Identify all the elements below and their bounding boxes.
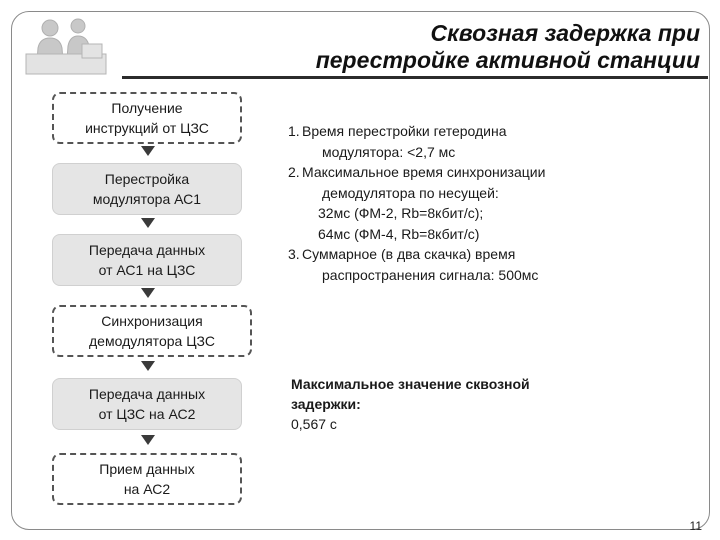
summary-value: 0,567 с bbox=[291, 416, 337, 432]
down-arrow-icon bbox=[140, 287, 156, 299]
list-item-text: распространения сигнала: 500мс bbox=[322, 266, 539, 283]
list-item-subvalue: 32мс (ФМ-2, Rb=8кбит/с); bbox=[318, 205, 484, 221]
title-line-1: Сквозная задержка при bbox=[430, 20, 700, 46]
list-item-number: 3. bbox=[288, 246, 300, 262]
max-delay-summary bbox=[291, 374, 591, 434]
slide-title bbox=[220, 20, 700, 74]
list-item-subvalue: 64мс (ФМ-4, Rb=8кбит/с) bbox=[318, 225, 480, 242]
flow-step-label: Прием данных на АС2 bbox=[99, 461, 195, 497]
down-arrow-icon bbox=[140, 145, 156, 157]
title-divider bbox=[122, 76, 708, 79]
flow-step-transmit-as1-to-czs bbox=[52, 234, 242, 286]
down-arrow-icon bbox=[140, 434, 156, 446]
list-item bbox=[268, 162, 688, 244]
flow-step-label: Передача данных от АС1 на ЦЗС bbox=[88, 242, 206, 278]
list-item-text: Суммарное (в два скачка) время bbox=[302, 246, 516, 262]
list-item-number: 1. bbox=[288, 123, 300, 139]
list-item-text: демодулятора по несущей: bbox=[322, 184, 499, 201]
flow-step-label: Перестройка модулятора АС1 bbox=[92, 171, 202, 207]
flow-step-receive-as2 bbox=[52, 453, 242, 505]
flow-step-label: Синхронизация демодулятора ЦЗС bbox=[89, 313, 215, 349]
delay-components-list bbox=[268, 121, 688, 285]
list-item-text: Время перестройки гетеродина bbox=[302, 123, 507, 139]
flow-step-label: Передача данных от ЦЗС на АС2 bbox=[88, 386, 206, 422]
flow-step-receive-instructions bbox=[52, 92, 242, 144]
summary-heading: Максимальное значение сквозной bbox=[291, 376, 530, 392]
list-item-number: 2. bbox=[288, 164, 300, 180]
people-logo-icon bbox=[20, 14, 112, 76]
flow-step-label: Получение инструкций от ЦЗС bbox=[85, 100, 209, 136]
title-line-2: перестройке активной станции bbox=[315, 47, 700, 73]
list-item-text: модулятора: <2,7 мс bbox=[322, 143, 456, 160]
list-item bbox=[268, 244, 688, 285]
flow-step-transmit-czs-to-as2 bbox=[52, 378, 242, 430]
list-item bbox=[268, 121, 688, 162]
flow-step-sync-demodulator bbox=[52, 305, 252, 357]
down-arrow-icon bbox=[140, 217, 156, 229]
flow-step-retune-modulator bbox=[52, 163, 242, 215]
summary-heading: задержки: bbox=[291, 396, 361, 412]
list-item-text: Максимальное время синхронизации bbox=[302, 164, 546, 180]
page-number: 11 bbox=[689, 519, 702, 533]
down-arrow-icon bbox=[140, 360, 156, 372]
